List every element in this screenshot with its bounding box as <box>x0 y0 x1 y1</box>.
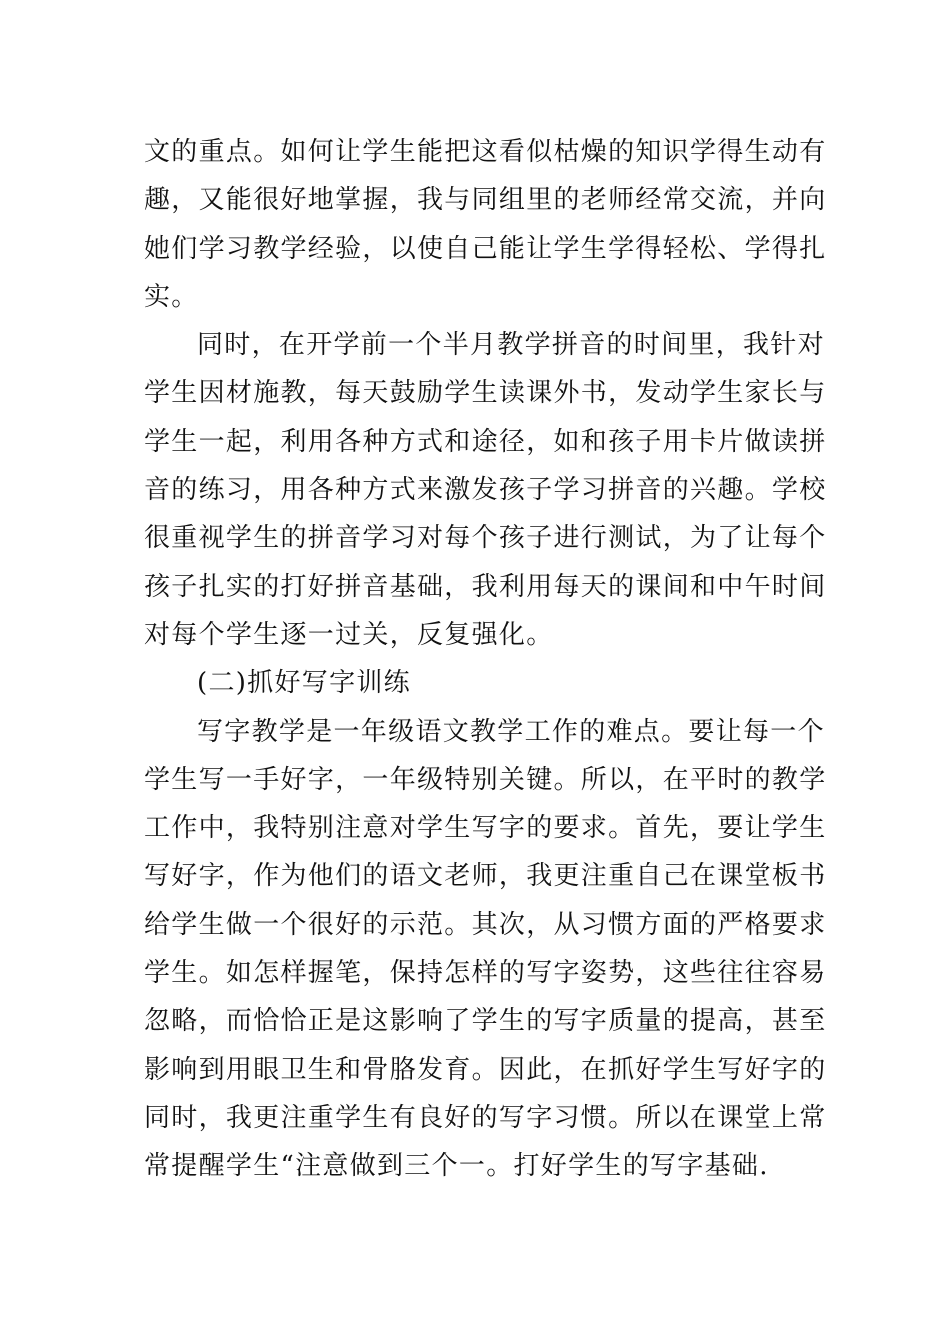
text-line: 同时，我更注重学生有良好的写字习惯。所以在课堂上常 <box>144 1102 827 1133</box>
text-line: 工作中，我特别注意对学生写字的要求。首先，要让学生 <box>144 813 827 844</box>
text-line: 影响到用眼卫生和骨胳发育。因此，在抓好学生写好字的 <box>144 1054 827 1085</box>
text-line: 她们学习教学经验，以使自己能让学生学得轻松、学得扎 <box>144 233 827 264</box>
text-line: 写好字，作为他们的语文老师，我更注重自己在课堂板书 <box>144 861 827 892</box>
paragraph-first-line: 写字教学是一年级语文教学工作的难点。要让每一个 <box>197 716 825 747</box>
text-line: 趣，又能很好地掌握，我与同组里的老师经常交流，并向 <box>144 185 827 216</box>
text-line: 学生因材施教，每天鼓励学生读课外书，发动学生家长与 <box>144 378 827 409</box>
text-line: 孩子扎实的打好拼音基础，我利用每天的课间和中午时间 <box>144 571 827 602</box>
text-line: 对每个学生逐一过关，反复强化。 <box>144 619 554 650</box>
text-line: 忽略，而恰恰正是这影响了学生的写字质量的提高，甚至 <box>144 1006 827 1037</box>
paragraph-first-line: 同时，在开学前一个半月教学拼音的时间里，我针对 <box>197 330 825 361</box>
text-line: 实。 <box>144 281 199 312</box>
text-line: 音的练习，用各种方式来激发孩子学习拼音的兴趣。学校 <box>144 475 827 506</box>
section-heading: (二)抓好写字训练 <box>197 668 411 699</box>
text-line: 文的重点。如何让学生能把这看似枯燥的知识学得生动有 <box>144 137 827 167</box>
text-line: 常提醒学生“注意做到三个一。打好学生的写字基础. <box>144 1151 769 1182</box>
text-line: 学生一起，利用各种方式和途径，如和孩子用卡片做读拼 <box>144 426 827 457</box>
document-body <box>144 128 827 1191</box>
text-line: 学生写一手好字，一年级特别关键。所以，在平时的教学 <box>144 764 827 795</box>
text-line: 学生。如怎样握笔，保持怎样的写字姿势，这些往往容易 <box>144 958 827 989</box>
text-line: 给学生做一个很好的示范。其次，从习惯方面的严格要求 <box>144 909 827 940</box>
text-line: 很重视学生的拼音学习对每个孩子进行测试，为了让每个 <box>144 523 827 554</box>
